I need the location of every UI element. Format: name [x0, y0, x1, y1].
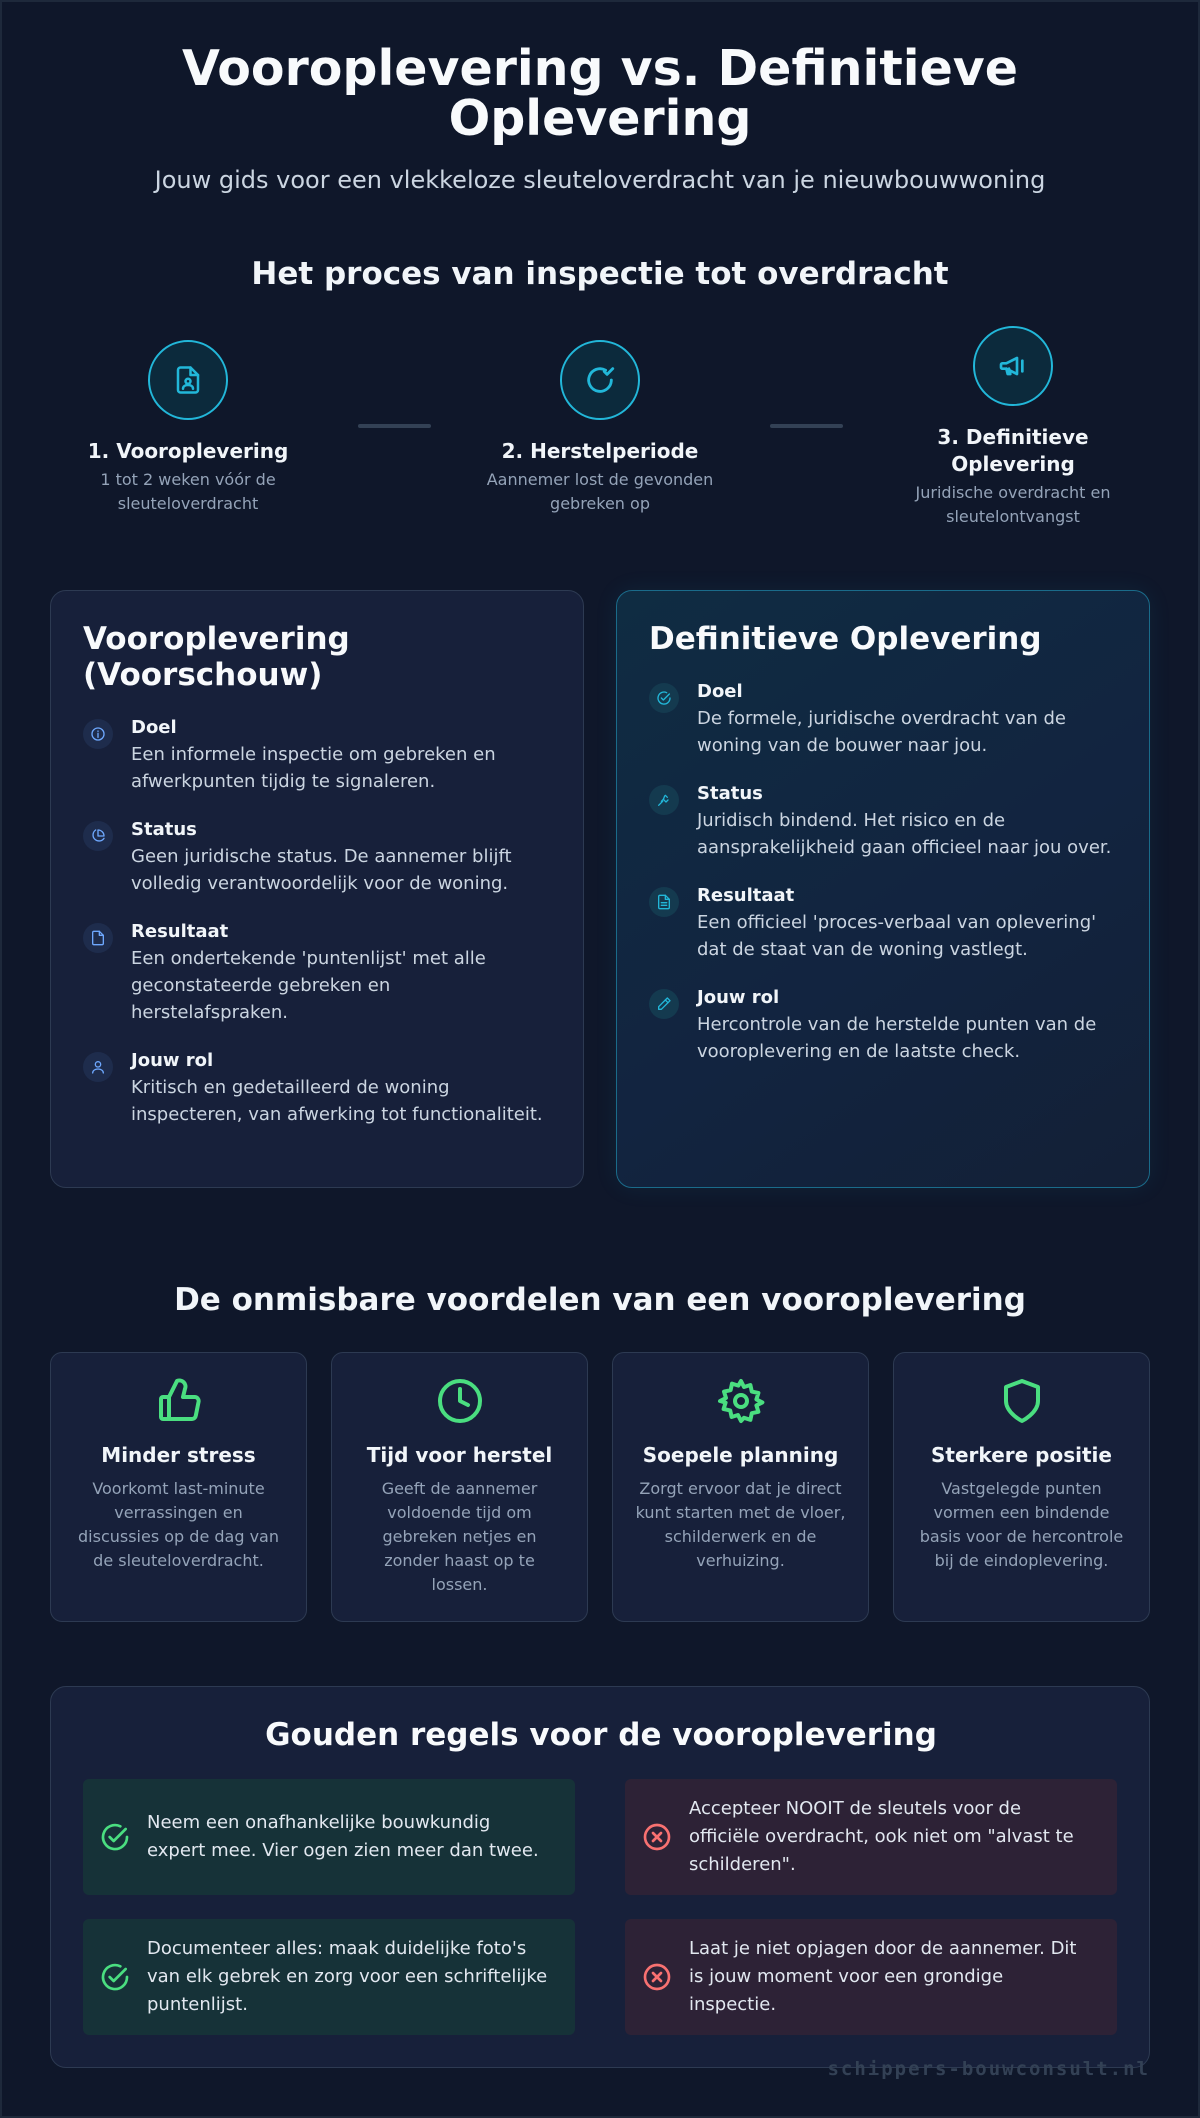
step-desc: Aannemer lost de gevonden gebreken op — [486, 470, 714, 513]
user-icon — [83, 1052, 113, 1082]
benefit-title: Soepele planning — [642, 1443, 839, 1467]
row-label: Jouw rol — [131, 1050, 214, 1071]
row-value: De formele, juridische overdracht van de woning van de bouwer naar jou. — [697, 708, 1067, 756]
row-label: Jouw rol — [697, 987, 780, 1008]
file-text-icon — [649, 887, 679, 917]
benefit-desc: Vastgelegde punten vormen een bindende basis voor de hercontrole bij de eindoplevering. — [919, 1479, 1124, 1570]
info-icon — [83, 719, 113, 749]
row-value: Een informele inspectie om gebreken en afwerkpunten tijdig te signaleren. — [131, 744, 496, 792]
row-value: Juridisch bindend. Het risico en de aansprakelijkheid gaan officieel naar jou over. — [697, 810, 1112, 858]
card-row-resultaat — [83, 921, 551, 1026]
x-circle-icon — [641, 1821, 673, 1853]
handshake-icon — [649, 785, 679, 815]
rule-text: Neem een onafhankelijke bouwkundig expert mee. Vier ogen zien meer dan twee. — [147, 1812, 539, 1861]
thumbs-up-icon — [51, 1377, 306, 1427]
benefit-title: Tijd voor herstel — [366, 1443, 553, 1467]
check-circle-icon — [99, 1821, 131, 1853]
row-value: Een officieel 'proces-verbaal van oplevering' dat de staat van de woning vastlegt. — [697, 912, 1097, 960]
benefit-card-soepele-planning — [612, 1352, 869, 1622]
file-icon — [83, 923, 113, 953]
row-label: Status — [697, 783, 763, 804]
rule-do-1 — [83, 1779, 575, 1895]
process-title: Het proces van inspectie tot overdracht — [251, 256, 949, 292]
benefit-desc: Geeft de aannemer voldoende tijd om gebreken netjes en zonder haast op te lossen. — [381, 1479, 538, 1594]
card-row-status — [83, 819, 551, 897]
pie-chart-icon — [83, 821, 113, 851]
card-row-doel — [649, 681, 1117, 759]
benefit-desc: Zorgt ervoor dat je direct kunt starten met de vloer, schilderwerk en de verhuizing. — [635, 1479, 846, 1570]
card-row-resultaat — [649, 885, 1117, 963]
step-title: 3. Definitieve Oplevering — [937, 425, 1089, 476]
benefit-card-tijd-voor-herstel — [331, 1352, 588, 1622]
card-vooroplevering — [50, 590, 584, 1188]
benefit-desc: Voorkomt last-minute verrassingen en discussies op de dag van de sleuteloverdracht. — [78, 1479, 279, 1570]
golden-rules-box — [50, 1686, 1150, 2068]
step-connector — [358, 424, 431, 428]
watermark: schippers-bouwconsult.nl — [827, 2058, 1150, 2080]
clock-icon — [332, 1377, 587, 1427]
benefit-title: Minder stress — [101, 1443, 256, 1467]
x-circle-icon — [641, 1961, 673, 1993]
row-label: Resultaat — [697, 885, 795, 906]
row-value: Geen juridische status. De aannemer blijft volledig verantwoordelijk voor de woning. — [131, 846, 512, 894]
step-connector — [770, 424, 843, 428]
card-row-status — [649, 783, 1117, 861]
check-circle-icon — [99, 1961, 131, 1993]
row-label: Resultaat — [131, 921, 229, 942]
benefit-card-sterkere-positie — [893, 1352, 1150, 1622]
card-row-rol — [649, 987, 1117, 1065]
process-step-3 — [868, 326, 1158, 529]
rule-dont-1 — [625, 1779, 1117, 1895]
refresh-check-icon — [560, 340, 640, 420]
rule-text: Laat je niet opjagen door de aannemer. Dit is jouw moment voor een grondige inspectie. — [689, 1938, 1077, 2015]
rule-text: Documenteer alles: maak duidelijke foto's van elk gebrek en zorg voor een schriftelijke puntenlijst. — [147, 1938, 548, 2015]
row-value: Hercontrole van de herstelde punten van de vooroplevering en de laatste check. — [697, 1014, 1097, 1062]
step-title: 1. Vooroplevering — [87, 439, 289, 463]
process-step-1 — [43, 340, 333, 516]
card-title: Definitieve Oplevering — [649, 621, 1042, 657]
document-person-icon — [148, 340, 228, 420]
step-desc: Juridische overdracht en sleutelontvangst — [915, 483, 1111, 526]
benefit-card-minder-stress — [50, 1352, 307, 1622]
gear-icon — [613, 1377, 868, 1427]
header — [100, 40, 1100, 194]
page-title: Vooroplevering vs. Definitieve Oplevering — [182, 40, 1018, 147]
card-row-doel — [83, 717, 551, 795]
card-row-rol — [83, 1050, 551, 1128]
row-label: Status — [131, 819, 197, 840]
page-subtitle: Jouw gids voor een vlekkeloze sleuteloverdracht van je nieuwbouwwoning — [154, 166, 1046, 194]
card-definitieve-oplevering — [616, 590, 1150, 1188]
pencil-icon — [649, 989, 679, 1019]
shield-icon — [894, 1377, 1149, 1427]
benefit-title: Sterkere positie — [931, 1443, 1112, 1467]
row-value: Een ondertekende 'puntenlijst' met alle geconstateerde gebreken en herstelafspraken. — [131, 948, 486, 1023]
row-label: Doel — [697, 681, 743, 702]
card-title: Vooroplevering (Voorschouw) — [83, 621, 350, 693]
step-title: 2. Herstelperiode — [501, 439, 699, 463]
rule-text: Accepteer NOOIT de sleutels voor de officiële overdracht, ook niet om "alvast te schilderen". — [689, 1798, 1074, 1875]
check-circle-icon — [649, 683, 679, 713]
rule-do-2 — [83, 1919, 575, 2035]
row-label: Doel — [131, 717, 177, 738]
step-desc: 1 tot 2 weken vóór de sleuteloverdracht — [100, 470, 276, 513]
row-value: Kritisch en gedetailleerd de woning inspecteren, van afwerking tot functionaliteit. — [131, 1077, 543, 1125]
rules-title: Gouden regels voor de vooroplevering — [265, 1717, 937, 1753]
rule-dont-2 — [625, 1919, 1117, 2035]
benefits-title: De onmisbare voordelen van een vooroplevering — [174, 1282, 1026, 1318]
megaphone-icon — [973, 326, 1053, 406]
process-step-2 — [455, 340, 745, 516]
